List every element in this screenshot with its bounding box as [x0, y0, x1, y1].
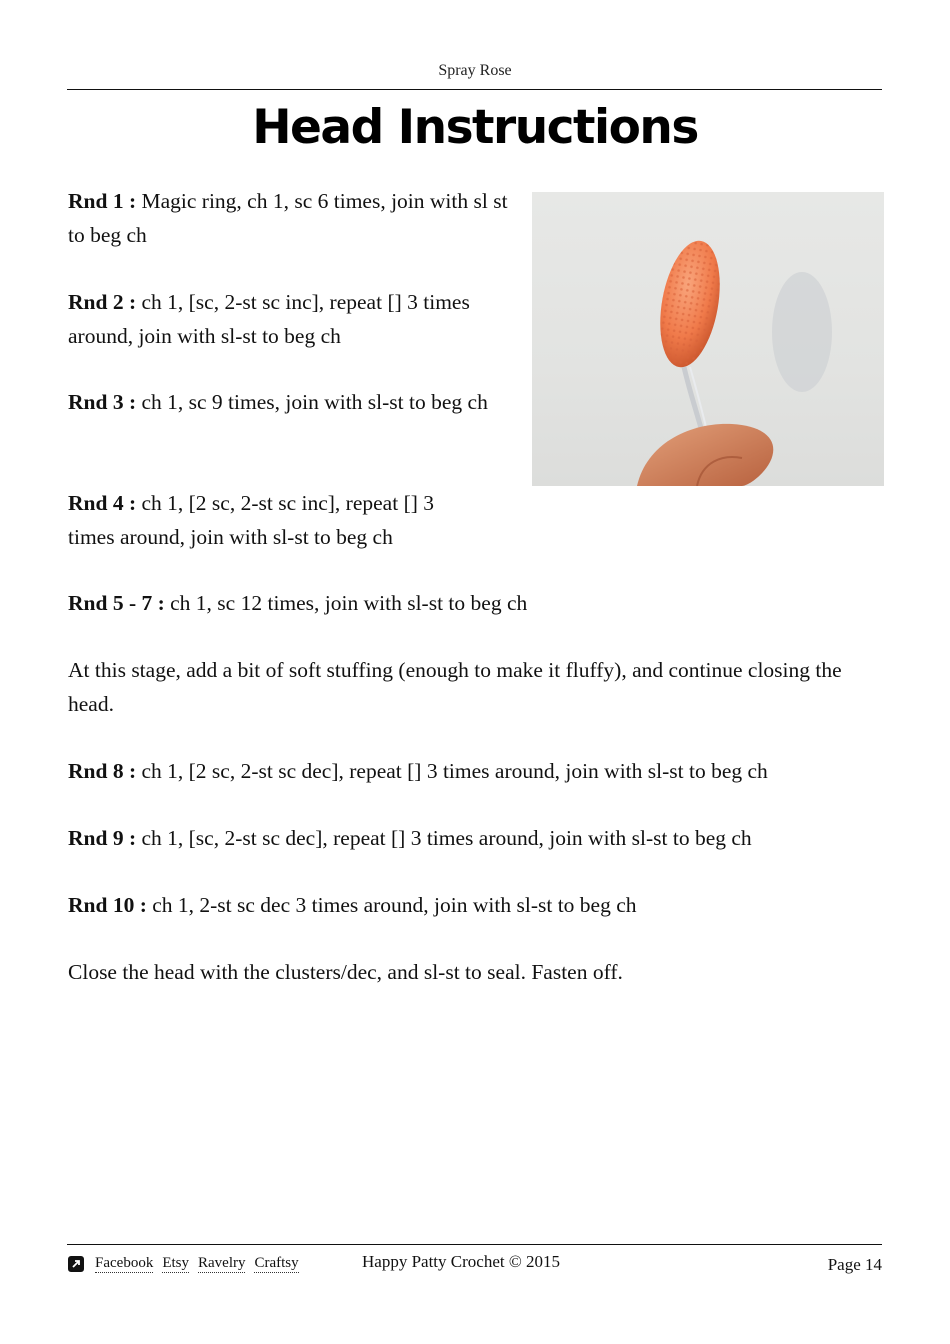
- round-label: Rnd 1 :: [68, 189, 137, 213]
- crochet-head-photo: [532, 192, 884, 486]
- page-title: Head Instructions: [252, 100, 698, 155]
- round-2: [68, 285, 518, 353]
- round-4: [68, 486, 478, 554]
- round-label: Rnd 10 :: [68, 893, 147, 917]
- round-text: ch 1, sc 9 times, join with sl-st to beg ch: [136, 390, 488, 414]
- round-label: Rnd 2 :: [68, 290, 137, 314]
- round-label: Rnd 8 :: [68, 759, 137, 783]
- copyright: Happy Patty Crochet © 2015: [362, 1252, 560, 1271]
- footer-divider: [67, 1244, 882, 1245]
- running-header: Spray Rose: [438, 62, 512, 79]
- round-9: [68, 821, 878, 855]
- round-8: [68, 754, 878, 788]
- stitch-texture: [651, 236, 728, 372]
- round-text: Magic ring, ch 1, sc 6 times, join with sl st to beg ch: [68, 189, 508, 247]
- round-text: ch 1, [2 sc, 2-st sc dec], repeat [] 3 times around, join with sl-st to beg ch: [136, 759, 768, 783]
- footer-links: [68, 1255, 299, 1273]
- closing-note: Close the head with the clusters/dec, and sl-st to seal. Fasten off.: [68, 960, 623, 984]
- round-label: Rnd 9 :: [68, 826, 137, 850]
- round-10: [68, 888, 868, 922]
- round-5-7: [68, 586, 868, 620]
- craftsy-link[interactable]: Craftsy: [254, 1255, 299, 1271]
- round-text: ch 1, 2-st sc dec 3 times around, join with sl-st to beg ch: [146, 893, 637, 917]
- round-3: [68, 385, 518, 419]
- round-1: [68, 184, 518, 252]
- page-number: Page 14: [827, 1255, 882, 1274]
- stuffing-note: At this stage, add a bit of soft stuffing (enough to make it fluffy), and continue closing the head.: [68, 658, 842, 716]
- round-text: ch 1, [sc, 2-st sc inc], repeat [] 3 times around, join with sl-st to beg ch: [68, 290, 470, 348]
- etsy-link[interactable]: Etsy: [162, 1255, 189, 1271]
- ravelry-link[interactable]: Ravelry: [198, 1255, 246, 1271]
- shadow: [772, 272, 832, 392]
- round-label: Rnd 3 :: [68, 390, 137, 414]
- round-label: Rnd 5 - 7 :: [68, 591, 165, 615]
- facebook-link[interactable]: Facebook: [95, 1255, 154, 1271]
- photo-illustration: [532, 192, 884, 486]
- round-text: ch 1, [sc, 2-st sc dec], repeat [] 3 times around, join with sl-st to beg ch: [136, 826, 752, 850]
- round-text: ch 1, sc 12 times, join with sl-st to beg ch: [164, 591, 528, 615]
- header-divider: [67, 89, 882, 90]
- finger: [637, 424, 773, 486]
- external-link-icon: [68, 1256, 84, 1272]
- round-label: Rnd 4 :: [68, 491, 137, 515]
- round-text: ch 1, [2 sc, 2-st sc inc], repeat [] 3 times around, join with sl-st to beg ch: [68, 491, 435, 549]
